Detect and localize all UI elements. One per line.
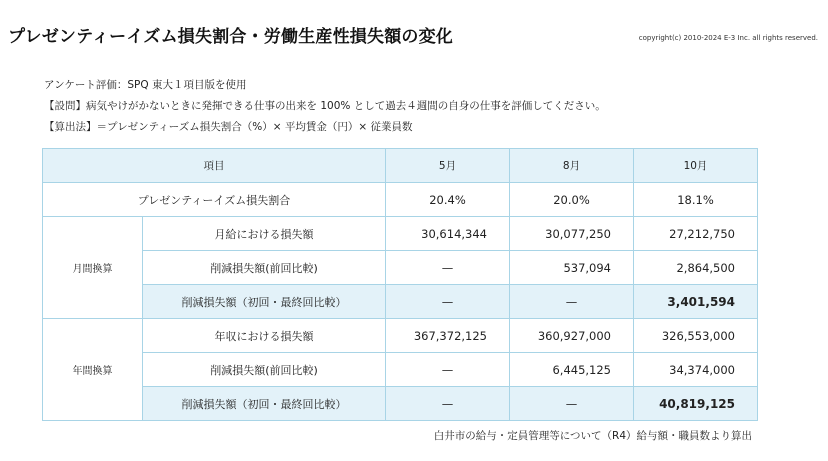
table-row xyxy=(43,183,758,217)
header-month: 8月 xyxy=(510,149,634,183)
table-cell: 6,445,125 xyxy=(510,353,634,387)
table-row-highlight xyxy=(43,387,758,421)
table-row xyxy=(43,251,758,285)
table-cell: 360,927,000 xyxy=(510,319,634,353)
table-row-highlight xyxy=(43,285,758,319)
table-cell: — xyxy=(510,387,634,421)
table-header-row xyxy=(43,149,758,183)
table-cell-total: 3,401,594 xyxy=(634,285,758,319)
row-label: 年収における損失額 xyxy=(143,319,386,353)
row-label: 削減損失額(前回比較) xyxy=(143,353,386,387)
table-cell: 18.1% xyxy=(634,183,758,217)
note-question: 【設問】病気やけがかないときに発揮できる仕事の出来を 100% として過去４週間の自身の仕事を評価してください。 xyxy=(44,100,606,112)
table-cell: 27,212,750 xyxy=(634,217,758,251)
table-cell: — xyxy=(386,285,510,319)
group-label: 月間換算 xyxy=(43,217,143,319)
header-item: 項目 xyxy=(43,149,386,183)
row-label: 削減損失額（初回・最終回比較） xyxy=(143,387,386,421)
table-row xyxy=(43,353,758,387)
header-month: 5月 xyxy=(386,149,510,183)
table-cell: 20.0% xyxy=(510,183,634,217)
table-cell: 20.4% xyxy=(386,183,510,217)
row-label: 月給における損失額 xyxy=(143,217,386,251)
table-cell: 30,077,250 xyxy=(510,217,634,251)
data-source-note: 白井市の給与・定員管理等について（R4）給与額・職員数より算出 xyxy=(433,430,752,442)
productivity-loss-table xyxy=(42,148,758,421)
table-cell: 537,094 xyxy=(510,251,634,285)
row-label: 削減損失額（初回・最終回比較） xyxy=(143,285,386,319)
table-cell: 30,614,344 xyxy=(386,217,510,251)
table-cell: 34,374,000 xyxy=(634,353,758,387)
page-title: プレゼンティーイズム損失割合・労働生産性損失額の変化 xyxy=(8,27,453,47)
copyright-notice: copyright(c) 2010-2024 E-3 Inc. all rights reserved. xyxy=(638,34,818,42)
row-label: プレゼンティーイズム損失割合 xyxy=(43,183,386,217)
table-cell: — xyxy=(386,251,510,285)
header-month: 10月 xyxy=(634,149,758,183)
note-formula: 【算出法】＝プレゼンティーズム損失割合（%）× 平均賃金（円）× 従業員数 xyxy=(44,121,413,133)
table-cell: 326,553,000 xyxy=(634,319,758,353)
table-cell: — xyxy=(510,285,634,319)
table-cell-total: 40,819,125 xyxy=(634,387,758,421)
table-cell: 367,372,125 xyxy=(386,319,510,353)
table-cell: — xyxy=(386,353,510,387)
table-row xyxy=(43,217,758,251)
table-cell: 2,864,500 xyxy=(634,251,758,285)
note-survey-method: アンケート評価：SPQ 東大１項目版を使用 xyxy=(44,79,247,91)
row-label: 削減損失額(前回比較) xyxy=(143,251,386,285)
table-cell: — xyxy=(386,387,510,421)
table-row xyxy=(43,319,758,353)
group-label: 年間換算 xyxy=(43,319,143,421)
survey-notes xyxy=(44,75,606,138)
